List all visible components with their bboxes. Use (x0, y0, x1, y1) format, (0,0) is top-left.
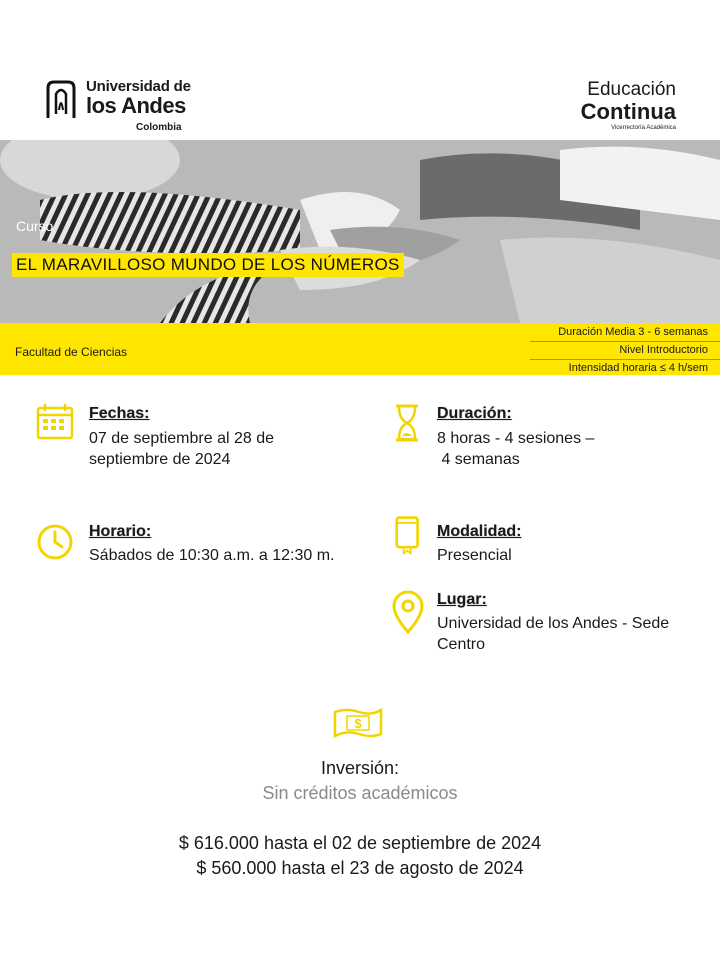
course-title: EL MARAVILLOSO MUNDO DE LOS NÚMEROS (12, 253, 404, 277)
money-bill-icon (333, 706, 383, 740)
price-early: $ 616.000 hasta el 02 de septiembre de 2024 (178, 833, 542, 853)
investment-subtitle: Sin créditos académicos (262, 783, 458, 803)
educacion-continua-logo (536, 80, 676, 136)
lugar-value: Universidad de los Andes - Sede Centro (437, 615, 670, 653)
investment-title: Inversión: (320, 758, 400, 778)
tablet-icon (388, 515, 428, 555)
calendar-icon (36, 403, 76, 443)
horario-label: Horario: (89, 523, 152, 540)
modalidad-value: Presencial (437, 547, 512, 564)
duracion-value-line1: 8 horas - 4 sesiones – (437, 430, 595, 447)
universidad-country: Colombia (136, 122, 182, 133)
meta-level: Nivel Introductorio (619, 344, 708, 356)
ec-line2: Continua (580, 99, 676, 124)
fechas-value: 07 de septiembre al 28 de septiembre de 2024 (89, 430, 275, 468)
duracion-label: Duración: (437, 405, 512, 422)
price-early-bird: $ 560.000 hasta el 23 de agosto de 2024 (196, 858, 524, 878)
faculty-name: Facultad de Ciencias (15, 345, 128, 359)
lugar-label: Lugar: (437, 591, 487, 608)
universidad-logo-mark-icon (44, 80, 78, 120)
meta-divider (530, 359, 720, 360)
meta-divider (530, 341, 720, 342)
meta-duration: Duración Media 3 - 6 semanas (558, 326, 708, 338)
clock-icon (35, 522, 75, 562)
universidad-name-line1: Universidad de (86, 78, 191, 95)
banner-image (0, 140, 720, 323)
location-pin-icon (388, 590, 428, 634)
universidad-logo (44, 78, 204, 138)
hourglass-icon (388, 403, 428, 443)
course-meta-strip (0, 323, 720, 375)
horario-value: Sábados de 10:30 a.m. a 12:30 m. (89, 547, 335, 564)
course-type-label: Curso (16, 218, 54, 234)
ec-line1: Educación (587, 79, 676, 100)
meta-intensity: Intensidad horaria ≤ 4 h/sem (568, 362, 708, 374)
modalidad-label: Modalidad: (437, 523, 522, 540)
hands-photo-illustration (0, 140, 720, 323)
fechas-label: Fechas: (89, 405, 150, 422)
duracion-value-line2: 4 semanas (437, 451, 520, 468)
svg-text:$: $ (354, 716, 362, 731)
ec-line3: Vicerrectoría Académica (611, 125, 676, 131)
universidad-name-line2: los Andes (86, 93, 186, 118)
